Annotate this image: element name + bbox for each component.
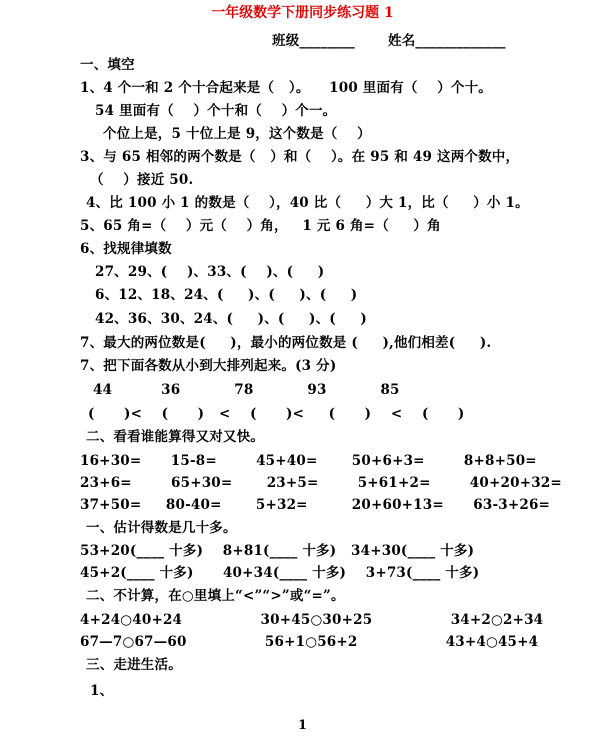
calc-row-2: 23+6= 65+30= 23+5= 5+61+2= 40+20+32= <box>80 475 562 491</box>
section-fill-blank-heading: 一、填空 <box>80 57 135 73</box>
estimate-row-2: 45+2(____ 十多) 40+34(____ 十多) 3+73(____ 十多) <box>80 565 480 581</box>
question-4: 4、比 100 小 1 的数是（ ），40 比（ ）大 1，比（ ）小 1。 <box>86 195 529 211</box>
question-6-heading: 6、找规律填数 <box>80 241 172 257</box>
numbers-to-order: 44 36 78 93 85 <box>93 382 400 398</box>
question-1-line-2: 54 里面有（ ）个十和（ ）个一。 <box>95 103 337 119</box>
question-5: 5、65 角=（ ）元（ ）角， 1 元 6 角=（ ）角 <box>80 218 441 234</box>
question-7a: 7、最大的两位数是( )，最小的两位数是 ( ),他们相差( ). <box>80 335 492 351</box>
question-1-line-1: 1、4 个一和 2 个十合起来是（ ）。 100 里面有（ ）个十。 <box>80 80 493 96</box>
section-compare-heading: 二、不计算，在○里填上“<”“>”或“=”。 <box>86 588 345 604</box>
question-1-line-3: 个位上是，5 十位上是 9，这个数是（ ） <box>103 126 371 142</box>
pattern-row-1: 27、29、( )、33、( )、( ) <box>95 264 325 280</box>
estimate-row-1: 53+20(____ 十多) 8+81(____ 十多) 34+30(____ 十多) <box>80 543 475 559</box>
life-question-1: 1、 <box>90 683 114 699</box>
compare-row-2: 67—7○67—60 56+1○56+2 43+4○45+4 <box>80 634 539 650</box>
section-estimate-heading: 一、估计得数是几十多。 <box>86 520 237 536</box>
pattern-row-3: 42、36、30、24、( )、( )、( ) <box>95 311 367 327</box>
class-label: 班级________ <box>272 33 355 49</box>
question-3-line-1: 3、与 65 相邻的两个数是（ ）和（ ）。在 95 和 49 这两个数中， <box>80 149 520 165</box>
compare-row-1: 4+24○40+24 30+45○30+25 34+2○2+34 <box>80 612 544 628</box>
name-label: 姓名_____________ <box>388 33 506 49</box>
section-life-heading: 三、走进生活。 <box>86 657 182 673</box>
page-number: 1 <box>297 718 308 733</box>
question-7b-heading: 7、把下面各数从小到大排列起来。(3 分) <box>80 358 337 374</box>
calc-row-1: 16+30= 15-8= 45+40= 50+6+3= 8+8+50= <box>80 453 537 469</box>
worksheet-title: 一年级数学下册同步练习题 1 <box>211 5 394 21</box>
calc-row-3: 37+50= 80-40= 5+32= 20+60+13= 63-3+26= <box>80 497 551 513</box>
question-3-line-2: （ ）接近 50. <box>90 172 194 188</box>
pattern-row-2: 6、12、18、24、( )、( )、( ) <box>95 287 358 303</box>
ordering-blanks: ( )< ( ) < ( )< ( ) < ( ) <box>88 406 465 422</box>
section-mental-math-heading: 二、看看谁能算得又对又快。 <box>86 429 265 445</box>
